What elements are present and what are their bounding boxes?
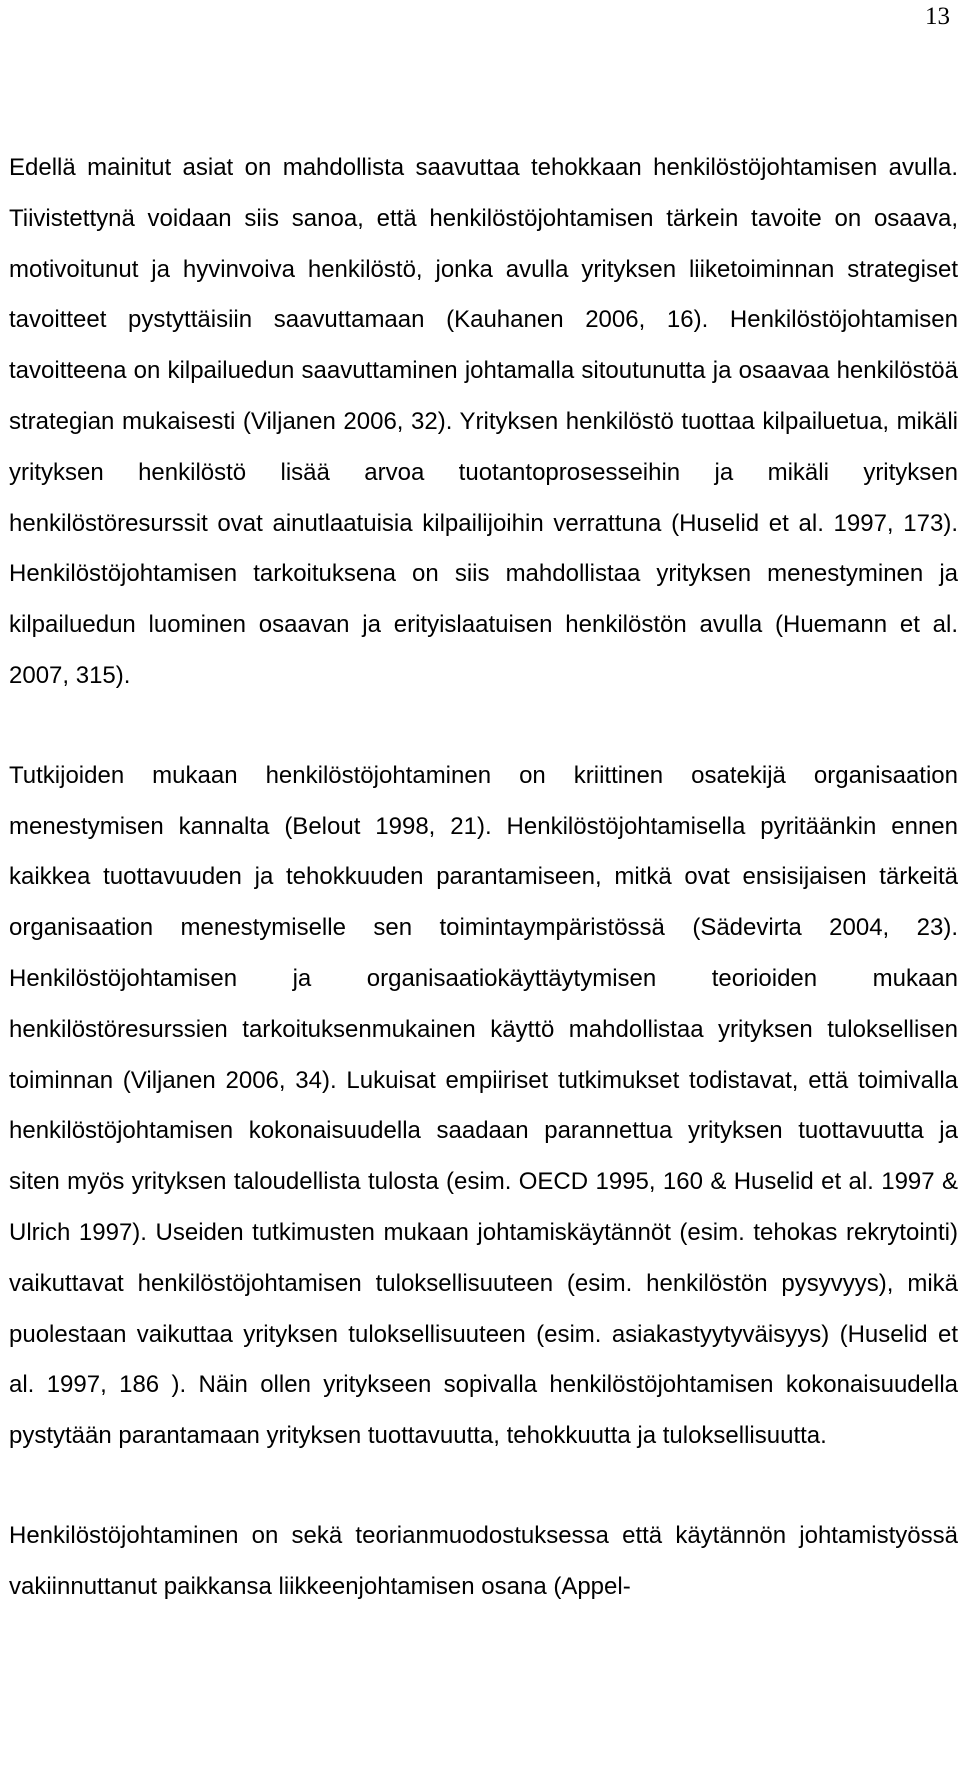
paragraph: Edellä mainitut asiat on mahdollista saavuttaa tehokkaan henkilöstöjohtamisen avulla. Tiivistettynä voidaan siis sanoa, että henkilöstöjohtamisen tärkein tavoite on osaava, motivoitunut ja hyvinvoiva henkilöstö, jonka avulla yrityksen liiketoiminnan strategiset tavoitteet pystyttäisiin saavuttamaan (Kauhanen 2006, 16). Henkilöstöjohtamisen tavoitteena on kilpailuedun saavuttaminen johtamalla sitoutunutta ja osaavaa henkilöstöä strategian mukaisesti (Viljanen 2006, 32). Yrityksen henkilöstö tuottaa kilpailuetua, mikäli yrityksen henkilöstö lisää arvoa tuotantoprosesseihin ja mikäli yrityksen henkilöstöresurssit ovat ainutlaatuisia kilpailijoihin verrattuna (Huselid et al. 1997, 173). Henkilöstöjohtamisen tarkoituksena on siis mahdollistaa yrityksen menestyminen ja kilpailuedun luominen osaavan ja erityislaatuisen henkilöstön avulla (Huemann et al. 2007, 315).: [9, 154, 958, 689]
paragraph: Henkilöstöjohtaminen on sekä teorianmuodostuksessa että käytännön johtamistyössä vakiinnuttanut paikkansa liikkeenjohtamisen osana (Appel-: [9, 1521, 958, 1600]
document-body: [9, 143, 958, 1613]
paragraph: Tutkijoiden mukaan henkilöstöjohtaminen on kriittinen osatekijä organisaation menestymisen kannalta (Belout 1998, 21). Henkilöstöjohtamisella pyritäänkin ennen kaikkea tuottavuuden ja tehokkuuden parantamiseen, mitkä ovat ensisijaisen tärkeitä organisaation menestymiselle sen toimintaympäristössä (Sädevirta 2004, 23). Henkilöstöjohtamisen ja organisaatiokäyttäytymisen teorioiden mukaan henkilöstöresurssien tarkoituksenmukainen käyttö mahdollistaa yrityksen tuloksellisen toiminnan (Viljanen 2006, 34). Lukuisat empiiriset tutkimukset todistavat, että toimivalla henkilöstöjohtamisen kokonaisuudella saadaan parannettua yrityksen tuottavuutta ja siten myös yrityksen taloudellista tulosta (esim. OECD 1995, 160 & Huselid et al. 1997 & Ulrich 1997). Useiden tutkimusten mukaan johtamiskäytännöt (esim. tehokas rekrytointi) vaikuttavat henkilöstöjohtamisen tuloksellisuuteen (esim. henkilöstön pysyvyys), mikä puolestaan vaikuttaa yrityksen tuloksellisuuteen (esim. asiakastyytyväisyys) (Huselid et al. 1997, 186 ). Näin ollen yritykseen sopivalla henkilöstöjohtamisen kokonaisuudella pystytään parantamaan yrityksen tuottavuutta, tehokkuutta ja tuloksellisuutta.: [9, 761, 958, 1450]
page-number: 13: [925, 3, 950, 30]
